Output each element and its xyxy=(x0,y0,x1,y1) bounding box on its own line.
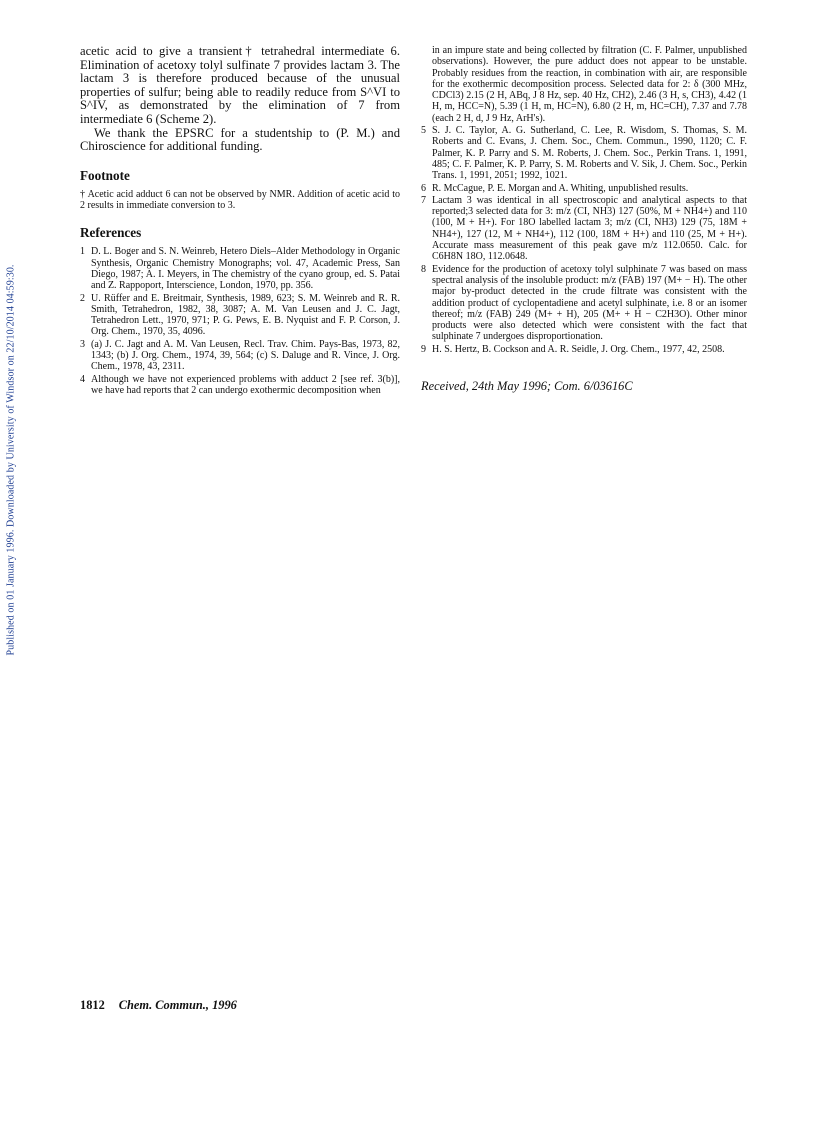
reference-item xyxy=(80,374,400,397)
reference-text: (a) J. C. Jagt and A. M. Van Leusen, Recl. Trav. Chim. Pays-Bas, 1973, 82, 1343; (b) J. Org. Chem., 1974, 39, 564; (c) S. Daluge and R. Vince, J. Org. Chem., 1978, 43, 2311. xyxy=(91,338,400,373)
footnote-heading: Footnote xyxy=(80,167,130,183)
reference-list-left xyxy=(80,246,400,396)
reference-text: H. S. Hertz, B. Cockson and A. R. Seidle, J. Org. Chem., 1977, 42, 2508. xyxy=(432,343,725,355)
reference-number: 6 xyxy=(421,182,426,194)
reference-number: 4 xyxy=(80,373,85,385)
reference-item xyxy=(421,344,747,355)
reference-item xyxy=(421,183,747,194)
reference-number: 8 xyxy=(421,263,426,275)
reference-text: Although we have not experienced problems with adduct 2 [see ref. 3(b)], we have had reports that 2 can undergo exothermic decomposition when xyxy=(91,373,400,396)
reference-text: S. J. C. Taylor, A. G. Sutherland, C. Lee, R. Wisdom, S. Thomas, S. M. Roberts and C. Evans, J. Chem. Soc., Chem. Commun., 1990, 1120; C. F. Palmer, K. P. Parry and S. M. Roberts, J. Chem. Soc., Perkin Trans. 1, 1991, 485; C. F. Palmer, K. P. Parry, S. M. Roberts and V. Sik, J. Chem. Soc., Perkin Trans. 1, 1991, 2051; 1992, 1021. xyxy=(432,125,747,182)
received-line: Received, 24th May 1996; Com. 6/03616C xyxy=(421,379,633,394)
body-paragraph: acetic acid to give a transient† tetrahedral intermediate 6. Elimination of acetoxy tolyl sulfinate 7 provides lactam 3. The lactam 3 is therefore produced because of the unusual properties of sulfur; being able to readily reduce from S^VI to S^IV, as demonstrated by the elimination of 7 from intermediate 6 (Scheme 2). xyxy=(80,44,400,126)
left-column xyxy=(80,45,400,397)
reference-text: D. L. Boger and S. N. Weinreb, Hetero Diels–Alder Methodology in Organic Synthesis, Organic Chemistry Monographs; vol. 47, Academic Press, San Diego, 1987; A. I. Meyers, in The chemistry of the cyano group, ed. S. Patai and Z. Rappoport, Interscience, London, 1970, pp. 356. xyxy=(91,246,400,292)
reference-number: 5 xyxy=(421,125,426,137)
reference-continuation: in an impure state and being collected by filtration (C. F. Palmer, unpublished observations). However, the pure adduct does not appear to be unstable. Probably residues from the reaction, in combination with air, are responsible for the exothermic decomposition process. Selected data for 2: δ (300 MHz, CDCl3) 2.15 (2 H, ABq, J 8 Hz, sep. 40 Hz, CH2), 2.46 (3 H, s, CH3), 4.42 (1 H, m, HCC=N), 5.39 (1 H, m, HC=N), 6.80 (2 H, m, HC=CH), 7.37 and 7.78 (each 2 H, d, J 9 Hz, ArH's). xyxy=(432,45,747,124)
right-column xyxy=(421,45,747,394)
page-number: 1812 xyxy=(80,998,105,1012)
reference-list-right xyxy=(421,125,747,355)
reference-number: 9 xyxy=(421,343,426,355)
page-footer xyxy=(80,998,237,1013)
reference-text: Lactam 3 was identical in all spectroscopic and analytical aspects to that reported;3 selected data for 3: m/z (CI, NH3) 127 (50%, M + NH4+) and 110 (100, M + H+). For 18O labelled lactam 3; m/z (CI, NH3) 129 (75, 18M + NH4+), 127 (12, M + NH4+), 112 (100, 18M + H+) and 110 (25, M + H+). Accurate mass measurement of this peak gave m/z 112.0650. Calc. for C6H8N 18O, 112.0648. xyxy=(432,194,747,263)
reference-number: 1 xyxy=(80,246,85,258)
reference-text: R. McCague, P. E. Morgan and A. Whiting, unpublished results. xyxy=(432,182,689,194)
acknowledgement-paragraph: We thank the EPSRC for a studentship to (P. M.) and Chiroscience for additional funding. xyxy=(80,125,400,154)
download-stamp xyxy=(2,180,20,740)
reference-item xyxy=(421,264,747,343)
reference-number: 3 xyxy=(80,338,85,350)
reference-text: Evidence for the production of acetoxy tolyl sulphinate 7 was based on mass spectral analysis of the insoluble product: m/z (FAB) 197 (M+ − H). The other major by-product detected in the crude filtrate was consistent with the addition product of cyclopentadiene and acetyl sulphinate, i.e. 8 or an isomer thereof; m/z (FAB) 249 (M+ + H), 205 (M+ + H − C2H3O). Other minor products were also detected which were consistent with the fact that sulphinate 7 undergoes disproportionation. xyxy=(432,263,747,343)
download-stamp-text: Published on 01 January 1996. Downloaded by University of Windsor on 22/10/2014 04:59:30. xyxy=(5,264,17,656)
footnote-text: † Acetic acid adduct 6 can not be observed by NMR. Addition of acetic acid to 2 results in immediate conversion to 3. xyxy=(80,188,400,212)
reference-number: 2 xyxy=(80,292,85,304)
reference-item xyxy=(421,195,747,263)
reference-text: U. Rüffer and E. Breitmair, Synthesis, 1989, 623; S. M. Weinreb and R. R. Smith, Tetrahedron, 1982, 38, 3087; A. M. Van Leusen and J. C. Jagt, Tetrahedron Lett., 1970, 971; P. G. Pews, E. B. Nyquist and F. P. Corson, J. Org. Chem., 1970, 35, 4096. xyxy=(91,292,400,338)
reference-item xyxy=(80,339,400,373)
reference-item xyxy=(421,125,747,181)
references-heading: References xyxy=(80,225,142,241)
reference-number: 7 xyxy=(421,194,426,206)
journal-citation: Chem. Commun., 1996 xyxy=(118,998,237,1012)
reference-item xyxy=(80,246,400,291)
reference-item xyxy=(80,293,400,338)
